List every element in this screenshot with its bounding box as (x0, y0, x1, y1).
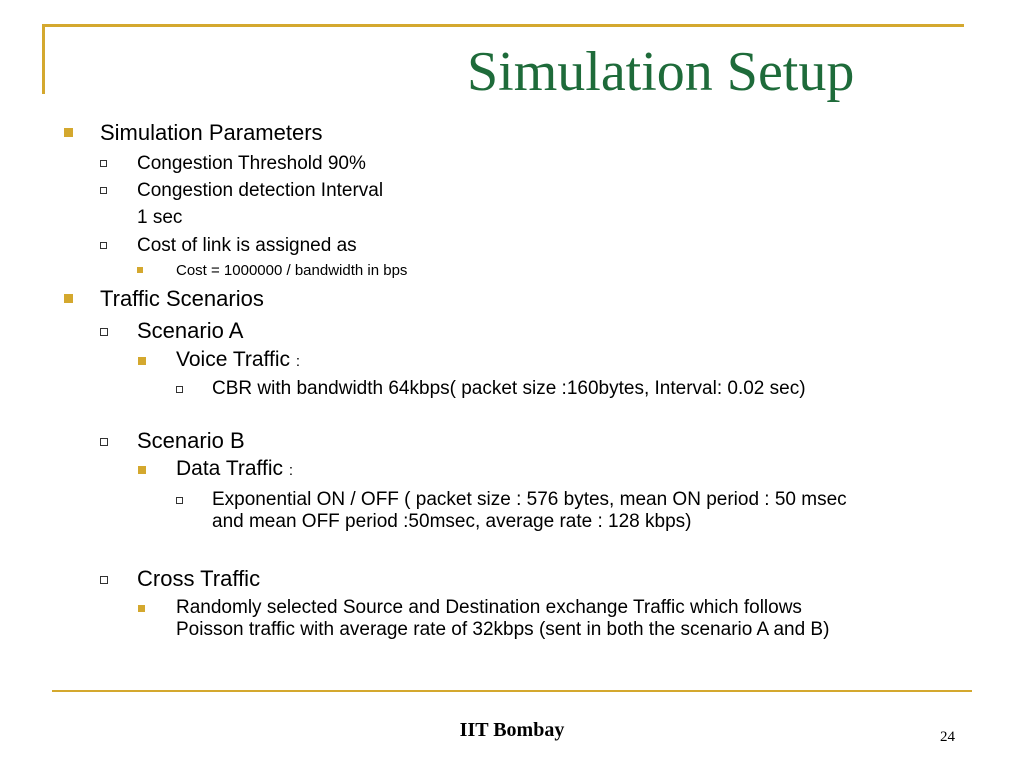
bullet-hollow-square-icon (100, 187, 107, 194)
data-traffic-label: Data Traffic (176, 457, 283, 480)
bullet-congestion-threshold: Congestion Threshold 90% (137, 153, 366, 174)
bullet-sim-params: Simulation Parameters (100, 120, 323, 145)
frame-left-rule (42, 24, 45, 94)
bullet-cross-traffic: Cross Traffic (137, 566, 261, 591)
bullet-exponential-line-2: and mean OFF period :50msec, average rate : 128 kbps) (212, 511, 692, 532)
bullet-cbr: CBR with bandwidth 64kbps( packet size :160bytes, Interval: 0.02 sec) (212, 378, 806, 399)
bullet-scenario-b: Scenario B (137, 428, 245, 453)
bullet-square-icon (64, 128, 73, 137)
congestion-interval-value: 1 sec (137, 207, 183, 228)
bullet-hollow-square-icon (100, 328, 108, 336)
data-traffic-colon: : (288, 462, 294, 479)
frame-top-rule (42, 24, 964, 27)
bullet-data-traffic (176, 457, 293, 481)
bullet-hollow-square-icon (100, 576, 108, 584)
bullet-hollow-square-icon (176, 497, 183, 504)
bullet-square-icon (138, 357, 146, 365)
footer-rule (52, 690, 972, 692)
bullet-cross-line-2: Poisson traffic with average rate of 32kbps (sent in both the scenario A and B) (176, 619, 830, 640)
bullet-cross-line-1: Randomly selected Source and Destination exchange Traffic which follows (176, 597, 802, 618)
bullet-square-icon (138, 466, 146, 474)
bullet-congestion-interval: Congestion detection Interval (137, 180, 384, 201)
bullet-hollow-square-icon (100, 242, 107, 249)
bullet-scenario-a: Scenario A (137, 318, 244, 343)
bullet-square-icon (137, 267, 143, 273)
bullet-hollow-square-icon (100, 438, 108, 446)
slide-title: Simulation Setup (467, 41, 855, 103)
voice-traffic-label: Voice Traffic (176, 348, 291, 371)
bullet-exponential-line-1: Exponential ON / OFF ( packet size : 576 bytes, mean ON period : 50 msec (212, 489, 847, 510)
bullet-square-icon (138, 605, 145, 612)
footer-organization: IIT Bombay (459, 719, 565, 741)
voice-traffic-colon: : (295, 353, 301, 370)
bullet-hollow-square-icon (100, 160, 107, 167)
bullet-voice-traffic (176, 348, 300, 372)
bullet-hollow-square-icon (176, 386, 183, 393)
bullet-link-cost-formula: Cost = 1000000 / bandwidth in bps (176, 262, 408, 279)
bullet-link-cost: Cost of link is assigned as (137, 235, 357, 256)
bullet-square-icon (64, 294, 73, 303)
bullet-traffic-scenarios: Traffic Scenarios (100, 286, 264, 311)
page-number: 24 (940, 729, 955, 745)
